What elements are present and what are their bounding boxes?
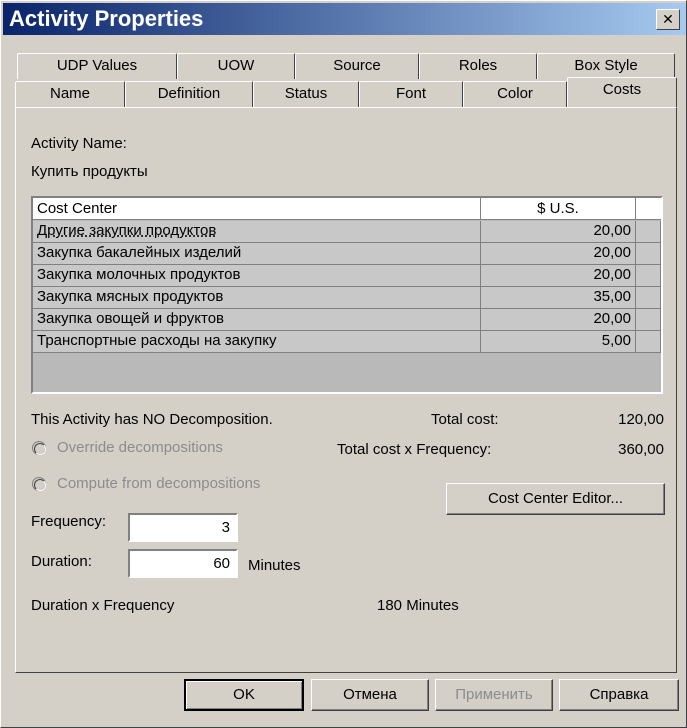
cost-center-name: Закупка мясных продуктов [33, 287, 481, 308]
table-row[interactable] [33, 309, 661, 331]
duration-frequency-value: 180 Minutes [377, 597, 459, 614]
compute-decompositions-label: Compute from decompositions [57, 475, 261, 492]
frequency-label: Frequency: [31, 513, 107, 530]
decomposition-status: This Activity has NO Decomposition. [31, 411, 273, 428]
tab-label: Roles [458, 57, 498, 74]
duration-label: Duration: [31, 553, 92, 570]
cost-center-value[interactable]: 35,00 [481, 287, 636, 308]
tab-label: Definition [157, 85, 221, 102]
cost-center-value[interactable]: 5,00 [481, 331, 636, 352]
duration-frequency-label: Duration x Frequency [31, 597, 175, 614]
cancel-button[interactable]: Отмена [311, 679, 429, 711]
row-tail [636, 309, 661, 330]
table-row[interactable] [33, 243, 661, 265]
row-tail [636, 265, 661, 286]
total-cost-frequency-label: Total cost x Frequency: [337, 441, 492, 458]
table-row[interactable] [33, 287, 661, 309]
tab-label: Color [497, 85, 533, 102]
ok-button[interactable]: OK [184, 679, 304, 711]
table-row[interactable] [33, 265, 661, 287]
column-header-usd[interactable]: $ U.S. [481, 198, 636, 220]
tab-label: UOW [217, 57, 255, 74]
duration-unit: Minutes [248, 557, 301, 574]
grid-header [33, 198, 661, 220]
cost-center-name: Закупка овощей и фруктов [33, 309, 481, 330]
activity-name-label: Activity Name: [31, 135, 127, 152]
window-title: Activity Properties [9, 6, 204, 31]
close-icon[interactable]: ✕ [656, 9, 680, 30]
total-cost-value: 120,00 [618, 411, 664, 428]
cost-center-value[interactable]: 20,00 [481, 243, 636, 264]
cost-center-value[interactable]: 20,00 [481, 309, 636, 330]
cost-center-editor-button[interactable]: Cost Center Editor... [446, 483, 665, 515]
row-tail [636, 287, 661, 308]
cost-center-name: Транспортные расходы на закупку [33, 331, 481, 352]
activity-name-value: Купить продукты [31, 163, 148, 180]
tab-label: Box Style [574, 57, 638, 74]
tab-label: Status [284, 85, 328, 102]
cost-center-grid[interactable] [31, 196, 663, 394]
cost-center-name: Закупка бакалейных изделий [33, 243, 481, 264]
tab-label: Font [395, 85, 426, 102]
override-decompositions-label: Override decompositions [57, 439, 223, 456]
cost-center-value[interactable]: 20,00 [481, 265, 636, 286]
total-cost-label: Total cost: [431, 411, 499, 428]
override-decompositions-radio[interactable] [32, 441, 46, 455]
row-tail [636, 221, 661, 242]
column-header-cost-center[interactable]: Cost Center [33, 198, 481, 220]
apply-button[interactable]: Применить [435, 679, 553, 711]
total-cost-frequency-value: 360,00 [618, 441, 664, 458]
duration-input[interactable]: 60 [128, 549, 238, 578]
row-tail [636, 331, 661, 352]
help-button[interactable]: Справка [559, 679, 679, 711]
table-row[interactable] [33, 331, 661, 353]
tab-label: Costs [602, 81, 642, 98]
tab-label: Source [333, 57, 381, 74]
tab-label: UDP Values [56, 57, 138, 74]
row-tail [636, 243, 661, 264]
frequency-input[interactable]: 3 [128, 513, 238, 542]
cost-center-name: Закупка молочных продуктов [33, 265, 481, 286]
tab-label: Name [49, 85, 90, 102]
table-row[interactable] [33, 221, 661, 243]
cost-center-name: Другие закупки продуктов [33, 221, 481, 242]
compute-decompositions-radio[interactable] [32, 477, 46, 491]
cost-center-value[interactable]: 20,00 [481, 221, 636, 242]
